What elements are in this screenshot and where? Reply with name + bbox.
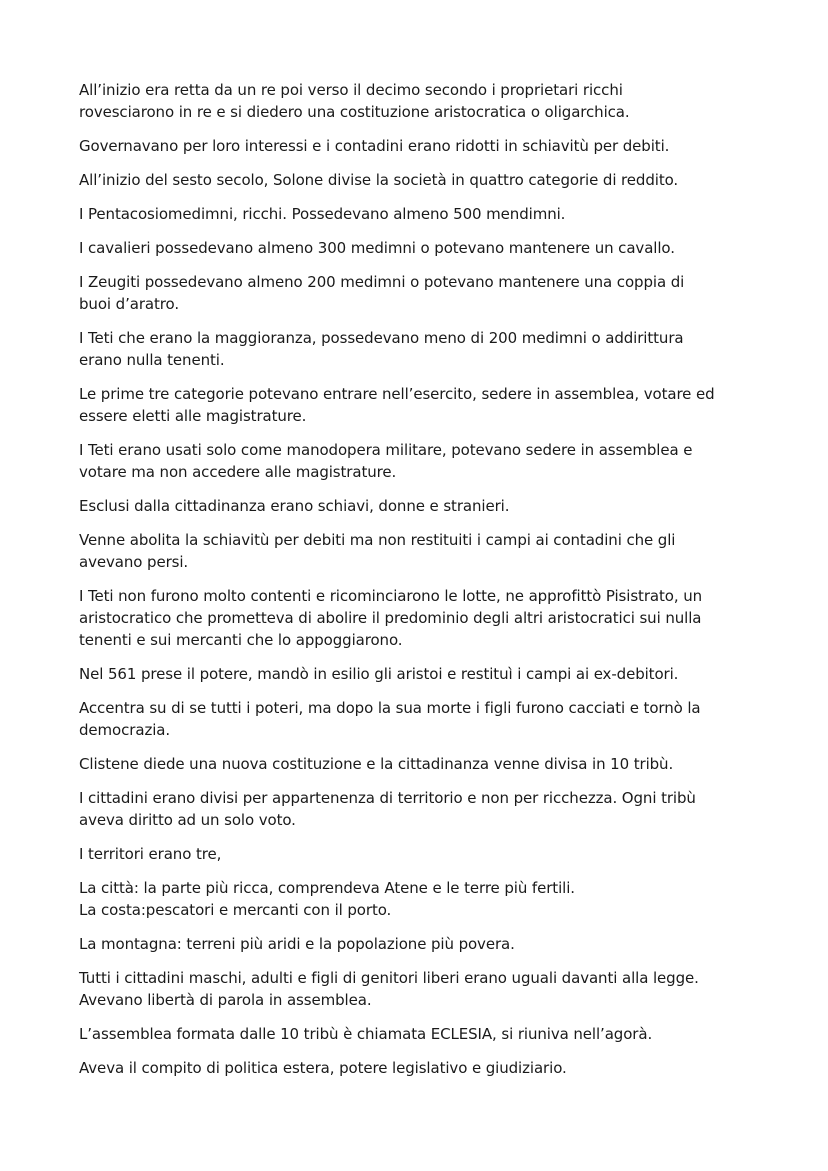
paragraph-6: I Zeugiti possedevano almeno 200 medimni o potevano mantenere una coppia di buoi d’aratro.	[79, 273, 685, 313]
paragraph-18: La città: la parte più ricca, comprendeva Atene e le terre più fertili. La costa:pescatori e mercanti con il porto.	[79, 879, 575, 919]
paragraph-2: Governavano per loro interessi e i contadini erano ridotti in schiavitù per debiti.	[79, 137, 670, 155]
paragraph-10: Esclusi dalla cittadinanza erano schiavi, donne e stranieri.	[79, 497, 510, 515]
paragraph-1: All’inizio era retta da un re poi verso il decimo secondo i proprietari ricchi rovesciarono in re e si diedero una costituzione aristocratica o oligarchica.	[79, 81, 630, 121]
paragraph-7: I Teti che erano la maggioranza, possedevano meno di 200 medimni o addirittura erano nulla tenenti.	[79, 329, 684, 369]
paragraph-5: I cavalieri possedevano almeno 300 medimni o potevano mantenere un cavallo.	[79, 239, 675, 257]
document-page	[79, 79, 759, 1091]
paragraph-16: I cittadini erano divisi per appartenenza di territorio e non per ricchezza. Ogni tribù aveva diritto ad un solo voto.	[79, 789, 696, 829]
paragraph-15: Clistene diede una nuova costituzione e la cittadinanza venne divisa in 10 tribù.	[79, 755, 674, 773]
paragraph-19: La montagna: terreni più aridi e la popolazione più povera.	[79, 935, 515, 953]
paragraph-11: Venne abolita la schiavitù per debiti ma non restituiti i campi ai contadini che gli avevano persi.	[79, 531, 676, 571]
paragraph-21: L’assemblea formata dalle 10 tribù è chiamata ECLESIA, si riuniva nell’agorà.	[79, 1025, 653, 1043]
paragraph-14: Accentra su di se tutti i poteri, ma dopo la sua morte i figli furono cacciati e tornò la democrazia.	[79, 699, 701, 739]
paragraph-4: I Pentacosiomedimni, ricchi. Possedevano almeno 500 mendimni.	[79, 205, 566, 223]
paragraph-3: All’inizio del sesto secolo, Solone divise la società in quattro categorie di reddito.	[79, 171, 679, 189]
paragraph-22: Aveva il compito di politica estera, potere legislativo e giudiziario.	[79, 1059, 567, 1077]
paragraph-12: I Teti non furono molto contenti e ricominciarono le lotte, ne approfittò Pisistrato, un aristocratico che prometteva di abolire il predominio degli altri aristocratici sui nulla tenenti e sui mercanti che lo appoggiarono.	[79, 587, 703, 649]
paragraph-13: Nel 561 prese il potere, mandò in esilio gli aristoi e restituì i campi ai ex-debitori.	[79, 665, 679, 683]
paragraph-17: I territori erano tre,	[79, 845, 222, 863]
paragraph-8: Le prime tre categorie potevano entrare nell’esercito, sedere in assemblea, votare ed essere eletti alle magistrature.	[79, 385, 715, 425]
paragraph-9: I Teti erano usati solo come manodopera militare, potevano sedere in assemblea e votare ma non accedere alle magistrature.	[79, 441, 693, 481]
paragraph-20: Tutti i cittadini maschi, adulti e figli di genitori liberi erano uguali davanti alla legge. Avevano libertà di parola in assemblea.	[79, 969, 699, 1009]
